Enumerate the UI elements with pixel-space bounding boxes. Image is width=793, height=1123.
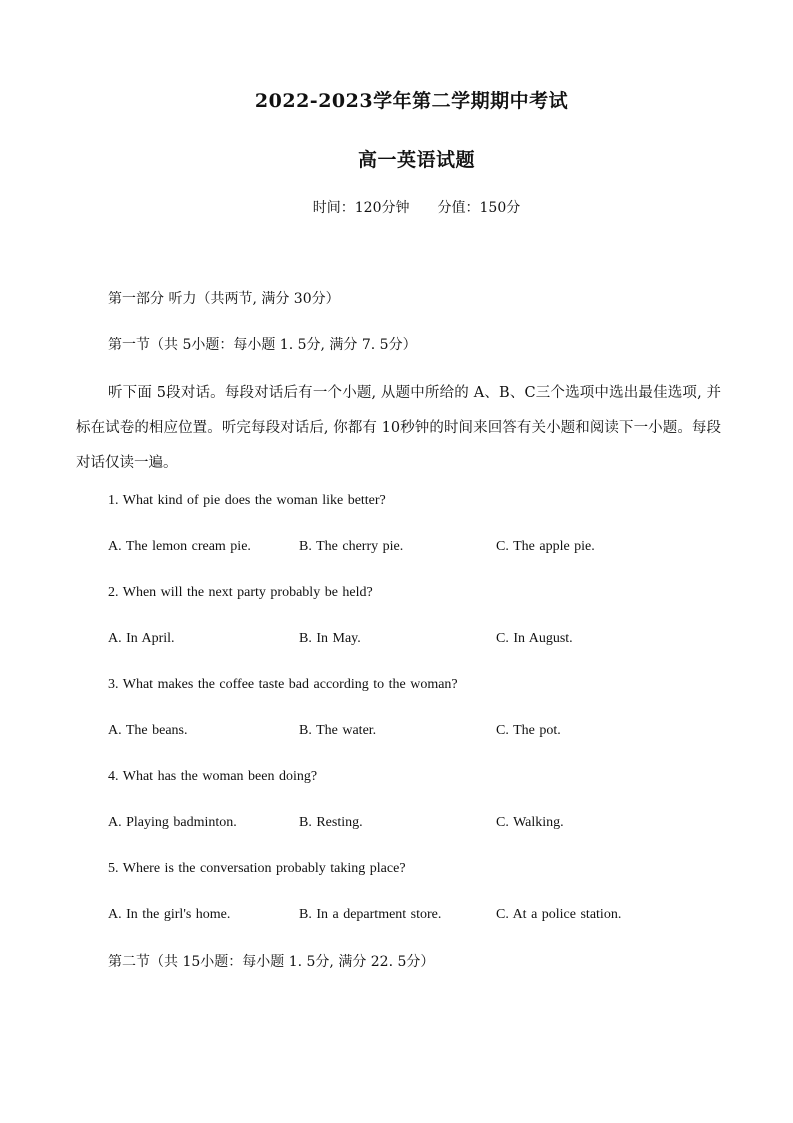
question-5-option-c: C. At a police station. xyxy=(496,907,622,922)
question-1-option-c: C. The apple pie. xyxy=(496,539,595,554)
exam-time: 时间：120分钟 xyxy=(312,200,410,216)
question-5-option-b: B. In a department store. xyxy=(299,907,442,922)
exam-title: 2022-2023学年第二学期期中考试 xyxy=(254,90,569,112)
exam-meta xyxy=(0,197,793,217)
question-5-option-a: A. In the girl's home. xyxy=(108,907,231,922)
question-4-option-b: B. Resting. xyxy=(299,815,363,830)
question-3-stem: 3. What makes the coffee taste bad according to the woman? xyxy=(108,677,458,692)
question-2-option-b: B. In May. xyxy=(299,631,361,646)
part1-heading: 第一部分 听力（共两节, 满分 30分） xyxy=(108,291,340,307)
question-4-option-c: C. Walking. xyxy=(496,815,564,830)
section2-heading: 第二节（共 15小题：每小题 1. 5分, 满分 22. 5分） xyxy=(108,954,435,970)
question-1-stem: 1. What kind of pie does the woman like better? xyxy=(108,493,386,508)
question-3-option-c: C. The pot. xyxy=(496,723,561,738)
section1-instructions: 听下面 5段对话。每段对话后有一个小题, 从题中所给的 A、B、C三个选项中选出最佳选项, 并标在试卷的相应位置。听完每段对话后, 你都有 10秒钟的时间来回答有关小题和阅读下一小题。每段对话仅读一遍。 xyxy=(76,385,721,471)
question-4-option-a: A. Playing badminton. xyxy=(108,815,237,830)
section1-heading: 第一节（共 5小题：每小题 1. 5分, 满分 7. 5分） xyxy=(108,337,417,353)
question-2-option-c: C. In August. xyxy=(496,631,573,646)
question-1-option-a: A. The lemon cream pie. xyxy=(108,539,251,554)
question-4-stem: 4. What has the woman been doing? xyxy=(108,769,318,784)
question-2-option-a: A. In April. xyxy=(108,631,175,646)
question-2-stem: 2. When will the next party probably be held? xyxy=(108,585,373,600)
exam-score: 分值：150分 xyxy=(437,200,521,216)
question-1-option-b: B. The cherry pie. xyxy=(299,539,404,554)
question-5-stem: 5. Where is the conversation probably taking place? xyxy=(108,861,406,876)
question-3-option-a: A. The beans. xyxy=(108,723,188,738)
question-3-option-b: B. The water. xyxy=(299,723,377,738)
exam-subject-title: 高一英语试题 xyxy=(357,149,475,171)
